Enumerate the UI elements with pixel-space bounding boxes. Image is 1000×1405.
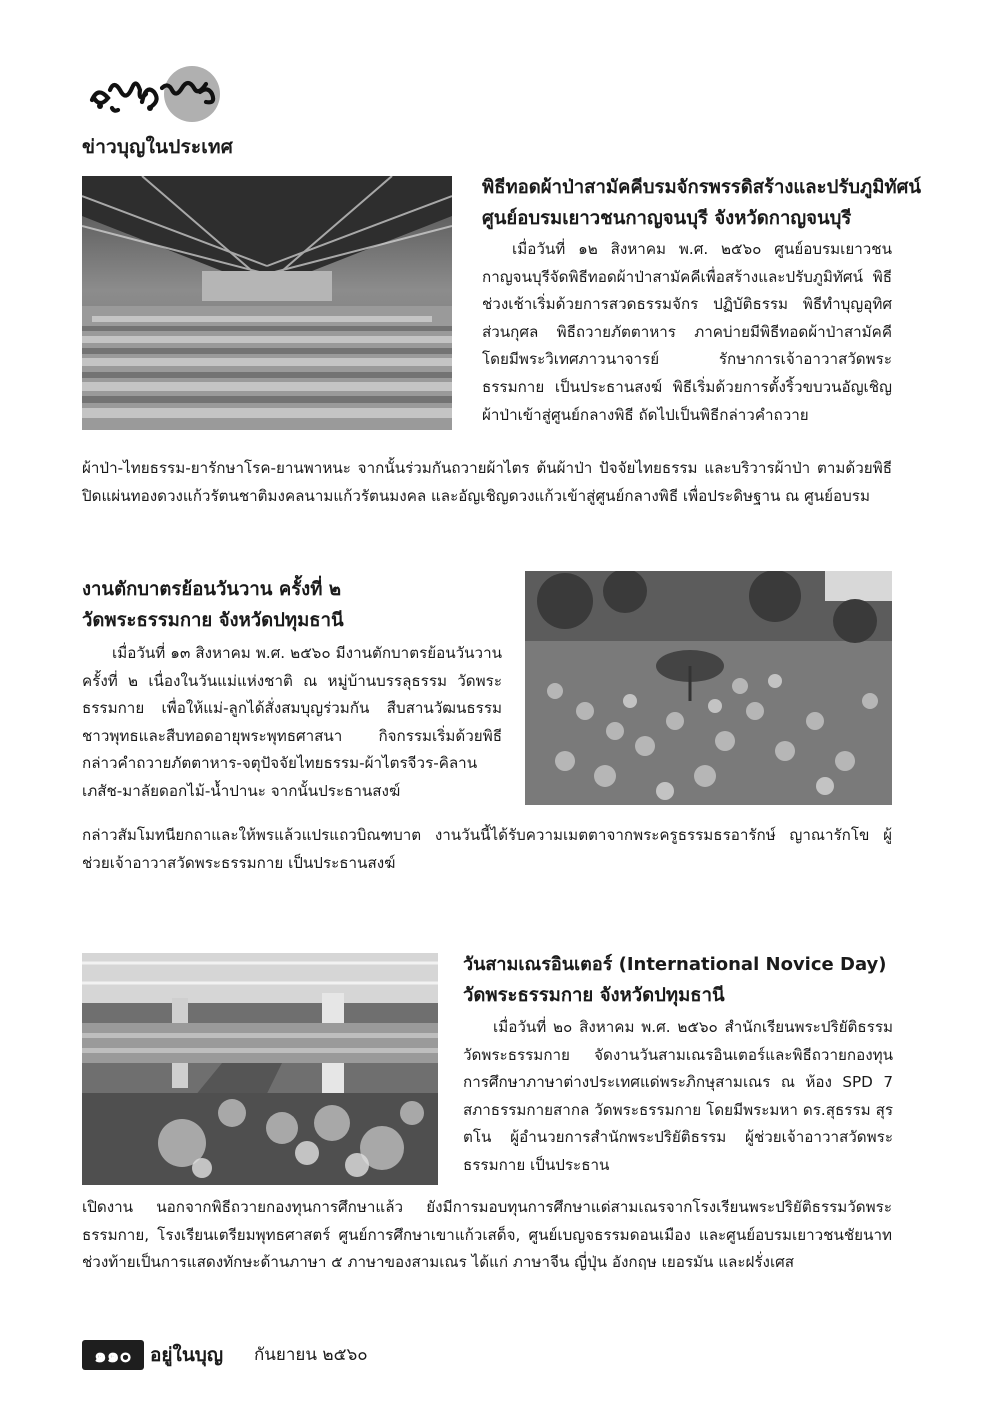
- article-1-title-line2: ศูนย์อบรมเยาวชนกาญจนบุรี จังหวัดกาญจนบุรี: [482, 208, 852, 229]
- article-2-body-side: เมื่อวันที่ ๑๓ สิงหาคม พ.ศ. ๒๕๖๐ มีงานตักบาตรย้อนวันวาน ครั้งที่ ๒ เนื่องในวันแม่แห่งชาติ ณ หมู่บ้านบรรลุธรรม วัดพระธรรมกาย เพื่อให้แม่-ลูกได้สั่งสมบุญร่วมกัน สืบสานวัฒนธรรมชาวพุทธและสืบทอดอายุพระพุทธศาสนา กิจกรรมเริ่มด้วยพิธีกล่าวคำถวายภัตตาหาร-จตุปัจจัยไทยธรรม-ผ้าไตรจีวร-คิลานเภสัช-มาลัยดอกไม้-น้ำปานะ จากนั้นประธานสงฆ์: [82, 644, 502, 800]
- article-1-body-full: ผ้าป่า-ไทยธรรม-ยารักษาโรค-ยานพาหนะ จากนั้นร่วมกันถวายผ้าไตร ต้นผ้าป่า ปัจจัยไทยธรรม และบริวารผ้าป่า ตามด้วยพิธีปิดแผ่นทองดวงแก้วรัตนชาติมงคลนามแก้วรัตนมงคล และอัญเชิญดวงแก้วเข้าสู่ศูนย์กลางพิธี เพื่อประดิษฐาน ณ ศูนย์อบรม: [82, 459, 892, 505]
- article-3-body-full: เปิดงาน นอกจากพิธีถวายกองทุนการศึกษาแล้ว ยังมีการมอบทุนการศึกษาแด่สามเณรจากโรงเรียนพระปริยัติธรรมวัดพระธรรมกาย, โรงเรียนเตรียมพุทธศาสตร์ ศูนย์การศึกษาเขาแก้วเสด็จ, ศูนย์เบญจธรรมดอนเมือง และศูนย์อบรมเยาวชนชัยนาท ช่วงท้ายเป็นการแสดงทักษะด้านภาษา ๕ ภาษาของสามเณร ได้แก่ ภาษาจีน ญี่ปุ่น อังกฤษ เยอรมัน และฝรั่งเศส: [82, 1198, 892, 1272]
- article-3-photo: [82, 953, 438, 1185]
- article-3-body-side: เมื่อวันที่ ๒๐ สิงหาคม พ.ศ. ๒๕๖๐ สำนักเรียนพระปริยัติธรรม วัดพระธรรมกาย จัดงานวันสามเณรอินเตอร์และพิธีถวายกองทุนการศึกษาภาษาต่างประเทศแด่พระภิกษุสามเณร ณ ห้อง SPD 7 สภาธรรมกายสากล วัดพระธรรมกาย โดยมีพระมหา ดร.สุธรรม สุรตโน ผู้อำนวยการสำนักพระปริยัติธรรม ผู้ช่วยเจ้าอาวาสวัดพระธรรมกาย เป็นประธาน: [463, 1018, 893, 1174]
- section-title: ข่าวบุญในประเทศ: [82, 136, 233, 158]
- article-2-title-line2: วัดพระธรรมกาย จังหวัดปทุมธานี: [82, 610, 344, 631]
- article-1-title-line1: พิธีทอดผ้าป่าสามัคคีบรมจักรพรรดิสร้างและปรับภูมิทัศน์: [482, 177, 921, 198]
- article-3-title-line2: วัดพระธรรมกาย จังหวัดปทุมธานี: [463, 985, 725, 1006]
- article-1-body-side: เมื่อวันที่ ๑๒ สิงหาคม พ.ศ. ๒๕๖๐ ศูนย์อบรมเยาวชนกาญจนบุรีจัดพิธีทอดผ้าป่าสามัคคีเพื่อสร้างและปรับภูมิทัศน์ พิธีช่วงเช้าเริ่มด้วยการสวดธรรมจักร ปฏิบัติธรรม พิธีทำบุญอุทิศส่วนกุศล พิธีถวายภัตตาหาร ภาคบ่ายมีพิธีทอดผ้าป่าสามัคคี โดยมีพระวิเทศภาวนาจารย์ รักษาการเจ้าอาวาสวัดพระธรรมกาย เป็นประธานสงฆ์ พิธีเริ่มด้วยการตั้งริ้วขบวนอัญเชิญผ้าป่าเข้าสู่ศูนย์กลางพิธี ถัดไปเป็นพิธีกล่าวคำถวาย: [482, 240, 892, 424]
- page-number: ๑๑๐: [82, 1340, 144, 1370]
- footer-magazine-name: อยู่ในบุญ: [150, 1344, 224, 1366]
- article-1-photo: [82, 176, 452, 430]
- footer-issue-date: กันยายน ๒๕๖๐: [254, 1345, 368, 1365]
- article-2-body-full: กล่าวสัมโมทนียกถาและให้พรแล้วแปรแถวบิณฑบาต งานวันนี้ได้รับความเมตตาจากพระครูธรรมธรอารักษ์ ญาณารักโข ผู้ช่วยเจ้าอาวาสวัดพระธรรมกาย เป็นประธานสงฆ์: [82, 826, 892, 872]
- article-3-title-line1: วันสามเณรอินเตอร์ (International Novice Day): [463, 954, 887, 975]
- magazine-logo: [80, 62, 240, 126]
- article-2-title-line1: งานตักบาตรย้อนวันวาน ครั้งที่ ๒: [82, 579, 342, 600]
- article-2-photo: [525, 571, 892, 805]
